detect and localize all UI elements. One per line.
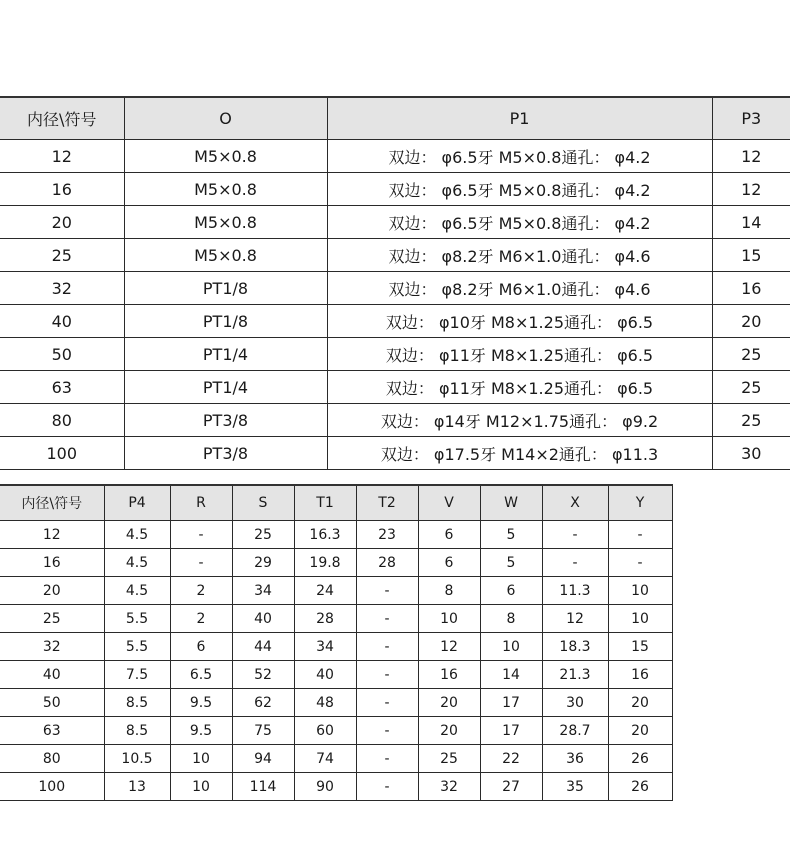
- header-cell: T2: [356, 485, 418, 521]
- table-cell: 15: [608, 633, 672, 661]
- table-cell: 20: [608, 717, 672, 745]
- table-cell: 32: [0, 633, 104, 661]
- table-row: [0, 577, 672, 605]
- table-cell: PT1/4: [124, 371, 327, 404]
- table-cell: 114: [232, 773, 294, 801]
- table-cell: 2: [170, 577, 232, 605]
- table-row: [0, 745, 672, 773]
- table-cell: 8.5: [104, 689, 170, 717]
- table-header-row: [0, 485, 672, 521]
- table-cell: 20: [608, 689, 672, 717]
- table-cell: 20: [712, 305, 790, 338]
- table-cell: 14: [712, 206, 790, 239]
- table-cell: 18.3: [542, 633, 608, 661]
- table-cell: 80: [0, 745, 104, 773]
- table-row: [0, 206, 790, 239]
- table-cell: 10.5: [104, 745, 170, 773]
- table-cell: 25: [418, 745, 480, 773]
- table-cell: 50: [0, 338, 124, 371]
- table-row: [0, 521, 672, 549]
- table-row: [0, 338, 790, 371]
- table-cell: 12: [0, 521, 104, 549]
- table-cell: M5×0.8: [124, 206, 327, 239]
- table-cell: 2: [170, 605, 232, 633]
- table-cell: 90: [294, 773, 356, 801]
- table-cell: 双边： φ6.5牙 M5×0.8通孔： φ4.2: [327, 206, 712, 239]
- table-cell: M5×0.8: [124, 239, 327, 272]
- table-cell: 30: [542, 689, 608, 717]
- table-cell: 双边： φ8.2牙 M6×1.0通孔： φ4.6: [327, 239, 712, 272]
- table-cell: 40: [294, 661, 356, 689]
- table-cell: 5: [480, 549, 542, 577]
- table-cell: 50: [0, 689, 104, 717]
- table-cell: 双边： φ11牙 M8×1.25通孔： φ6.5: [327, 338, 712, 371]
- table-cell: 25: [712, 338, 790, 371]
- table-row: [0, 717, 672, 745]
- table-cell: 100: [0, 437, 124, 470]
- table-cell: 6: [418, 549, 480, 577]
- header-cell: 内径\符号: [0, 97, 124, 140]
- header-cell: P4: [104, 485, 170, 521]
- table-cell: 双边： φ17.5牙 M14×2通孔： φ11.3: [327, 437, 712, 470]
- table-row: [0, 272, 790, 305]
- header-cell: O: [124, 97, 327, 140]
- table-row: [0, 239, 790, 272]
- table-cell: 24: [294, 577, 356, 605]
- table-cell: 52: [232, 661, 294, 689]
- table-row: [0, 140, 790, 173]
- table-cell: 26: [608, 745, 672, 773]
- table-cell: 16: [0, 173, 124, 206]
- table-cell: 5: [480, 521, 542, 549]
- table-cell: 8: [418, 577, 480, 605]
- table-cell: 13: [104, 773, 170, 801]
- table-cell: -: [542, 549, 608, 577]
- table-cell: 20: [418, 717, 480, 745]
- table-cell: 21.3: [542, 661, 608, 689]
- table-cell: 63: [0, 717, 104, 745]
- table-cell: 5.5: [104, 605, 170, 633]
- table-cell: 74: [294, 745, 356, 773]
- header-cell: V: [418, 485, 480, 521]
- table-cell: -: [356, 661, 418, 689]
- table-cell: 6: [418, 521, 480, 549]
- table-cell: 40: [0, 305, 124, 338]
- table-cell: -: [356, 717, 418, 745]
- table-cell: 25: [712, 371, 790, 404]
- table-row: [0, 437, 790, 470]
- table-cell: 16.3: [294, 521, 356, 549]
- table-cell: PT3/8: [124, 404, 327, 437]
- table-cell: 双边： φ8.2牙 M6×1.0通孔： φ4.6: [327, 272, 712, 305]
- table-row: [0, 404, 790, 437]
- table-cell: 8.5: [104, 717, 170, 745]
- table-cell: 14: [480, 661, 542, 689]
- table-cell: 15: [712, 239, 790, 272]
- table-cell: 26: [608, 773, 672, 801]
- header-cell: R: [170, 485, 232, 521]
- table-cell: 30: [712, 437, 790, 470]
- table-cell: 双边： φ14牙 M12×1.75通孔： φ9.2: [327, 404, 712, 437]
- table-cell: -: [356, 745, 418, 773]
- table-cell: PT1/8: [124, 272, 327, 305]
- table-cell: 5.5: [104, 633, 170, 661]
- table-cell: 80: [0, 404, 124, 437]
- table-cell: 4.5: [104, 521, 170, 549]
- table-cell: 34: [294, 633, 356, 661]
- table-cell: 16: [0, 549, 104, 577]
- table-cell: 60: [294, 717, 356, 745]
- table-cell: 6: [480, 577, 542, 605]
- table-cell: 62: [232, 689, 294, 717]
- table-cell: 22: [480, 745, 542, 773]
- table-cell: 11.3: [542, 577, 608, 605]
- table-cell: 20: [0, 206, 124, 239]
- table-cell: PT1/8: [124, 305, 327, 338]
- table-cell: 12: [712, 140, 790, 173]
- table-cell: 40: [0, 661, 104, 689]
- table-cell: 29: [232, 549, 294, 577]
- table-cell: -: [608, 549, 672, 577]
- table-cell: 75: [232, 717, 294, 745]
- table-cell: 10: [418, 605, 480, 633]
- dimension-table-bottom: [0, 484, 673, 801]
- header-cell: P1: [327, 97, 712, 140]
- table-cell: 35: [542, 773, 608, 801]
- table-cell: -: [170, 549, 232, 577]
- table-cell: 63: [0, 371, 124, 404]
- table-cell: -: [542, 521, 608, 549]
- table-cell: -: [356, 605, 418, 633]
- table-cell: 25: [712, 404, 790, 437]
- header-cell: W: [480, 485, 542, 521]
- table-cell: 20: [418, 689, 480, 717]
- table-cell: -: [356, 633, 418, 661]
- table-cell: 40: [232, 605, 294, 633]
- table-cell: 7.5: [104, 661, 170, 689]
- table-cell: 双边： φ6.5牙 M5×0.8通孔： φ4.2: [327, 140, 712, 173]
- table-cell: 双边： φ11牙 M8×1.25通孔： φ6.5: [327, 371, 712, 404]
- table-cell: 25: [0, 605, 104, 633]
- table-cell: 32: [0, 272, 124, 305]
- table-cell: 94: [232, 745, 294, 773]
- table-cell: PT3/8: [124, 437, 327, 470]
- table-cell: 10: [608, 577, 672, 605]
- header-cell: S: [232, 485, 294, 521]
- table-cell: M5×0.8: [124, 173, 327, 206]
- table-cell: 12: [542, 605, 608, 633]
- table-cell: 28: [356, 549, 418, 577]
- dimension-table-top: [0, 96, 790, 470]
- table-cell: 10: [480, 633, 542, 661]
- table-cell: 8: [480, 605, 542, 633]
- table-cell: M5×0.8: [124, 140, 327, 173]
- table-row: [0, 305, 790, 338]
- table-cell: 10: [170, 745, 232, 773]
- table-cell: 12: [0, 140, 124, 173]
- table-cell: 23: [356, 521, 418, 549]
- table-cell: 27: [480, 773, 542, 801]
- table-cell: 44: [232, 633, 294, 661]
- table-cell: 16: [418, 661, 480, 689]
- table-cell: 32: [418, 773, 480, 801]
- table-cell: 9.5: [170, 717, 232, 745]
- table-cell: 4.5: [104, 549, 170, 577]
- table-cell: 10: [170, 773, 232, 801]
- table-cell: 12: [418, 633, 480, 661]
- table-row: [0, 661, 672, 689]
- table-row: [0, 173, 790, 206]
- table-cell: 10: [608, 605, 672, 633]
- table-row: [0, 773, 672, 801]
- header-cell: P3: [712, 97, 790, 140]
- table-cell: 12: [712, 173, 790, 206]
- table-cell: -: [356, 689, 418, 717]
- table-cell: 17: [480, 717, 542, 745]
- table-cell: 36: [542, 745, 608, 773]
- table-row: [0, 689, 672, 717]
- table-cell: 25: [232, 521, 294, 549]
- table-cell: 100: [0, 773, 104, 801]
- table-cell: 28: [294, 605, 356, 633]
- table-row: [0, 633, 672, 661]
- table-cell: 17: [480, 689, 542, 717]
- table-cell: 28.7: [542, 717, 608, 745]
- table-cell: 25: [0, 239, 124, 272]
- table-cell: -: [170, 521, 232, 549]
- table-row: [0, 605, 672, 633]
- table-cell: 双边： φ10牙 M8×1.25通孔： φ6.5: [327, 305, 712, 338]
- table-cell: 4.5: [104, 577, 170, 605]
- table-cell: 20: [0, 577, 104, 605]
- table-cell: 19.8: [294, 549, 356, 577]
- table-cell: 双边： φ6.5牙 M5×0.8通孔： φ4.2: [327, 173, 712, 206]
- table-row: [0, 371, 790, 404]
- table-cell: 34: [232, 577, 294, 605]
- table-cell: 16: [712, 272, 790, 305]
- table-cell: -: [356, 577, 418, 605]
- table-cell: 6: [170, 633, 232, 661]
- header-cell: X: [542, 485, 608, 521]
- table-cell: 9.5: [170, 689, 232, 717]
- table-cell: -: [356, 773, 418, 801]
- table-cell: -: [608, 521, 672, 549]
- table-cell: PT1/4: [124, 338, 327, 371]
- header-cell: Y: [608, 485, 672, 521]
- header-cell: T1: [294, 485, 356, 521]
- table-cell: 48: [294, 689, 356, 717]
- header-cell: 内径\符号: [0, 485, 104, 521]
- table-row: [0, 549, 672, 577]
- table-cell: 6.5: [170, 661, 232, 689]
- table-cell: 16: [608, 661, 672, 689]
- table-header-row: [0, 97, 790, 140]
